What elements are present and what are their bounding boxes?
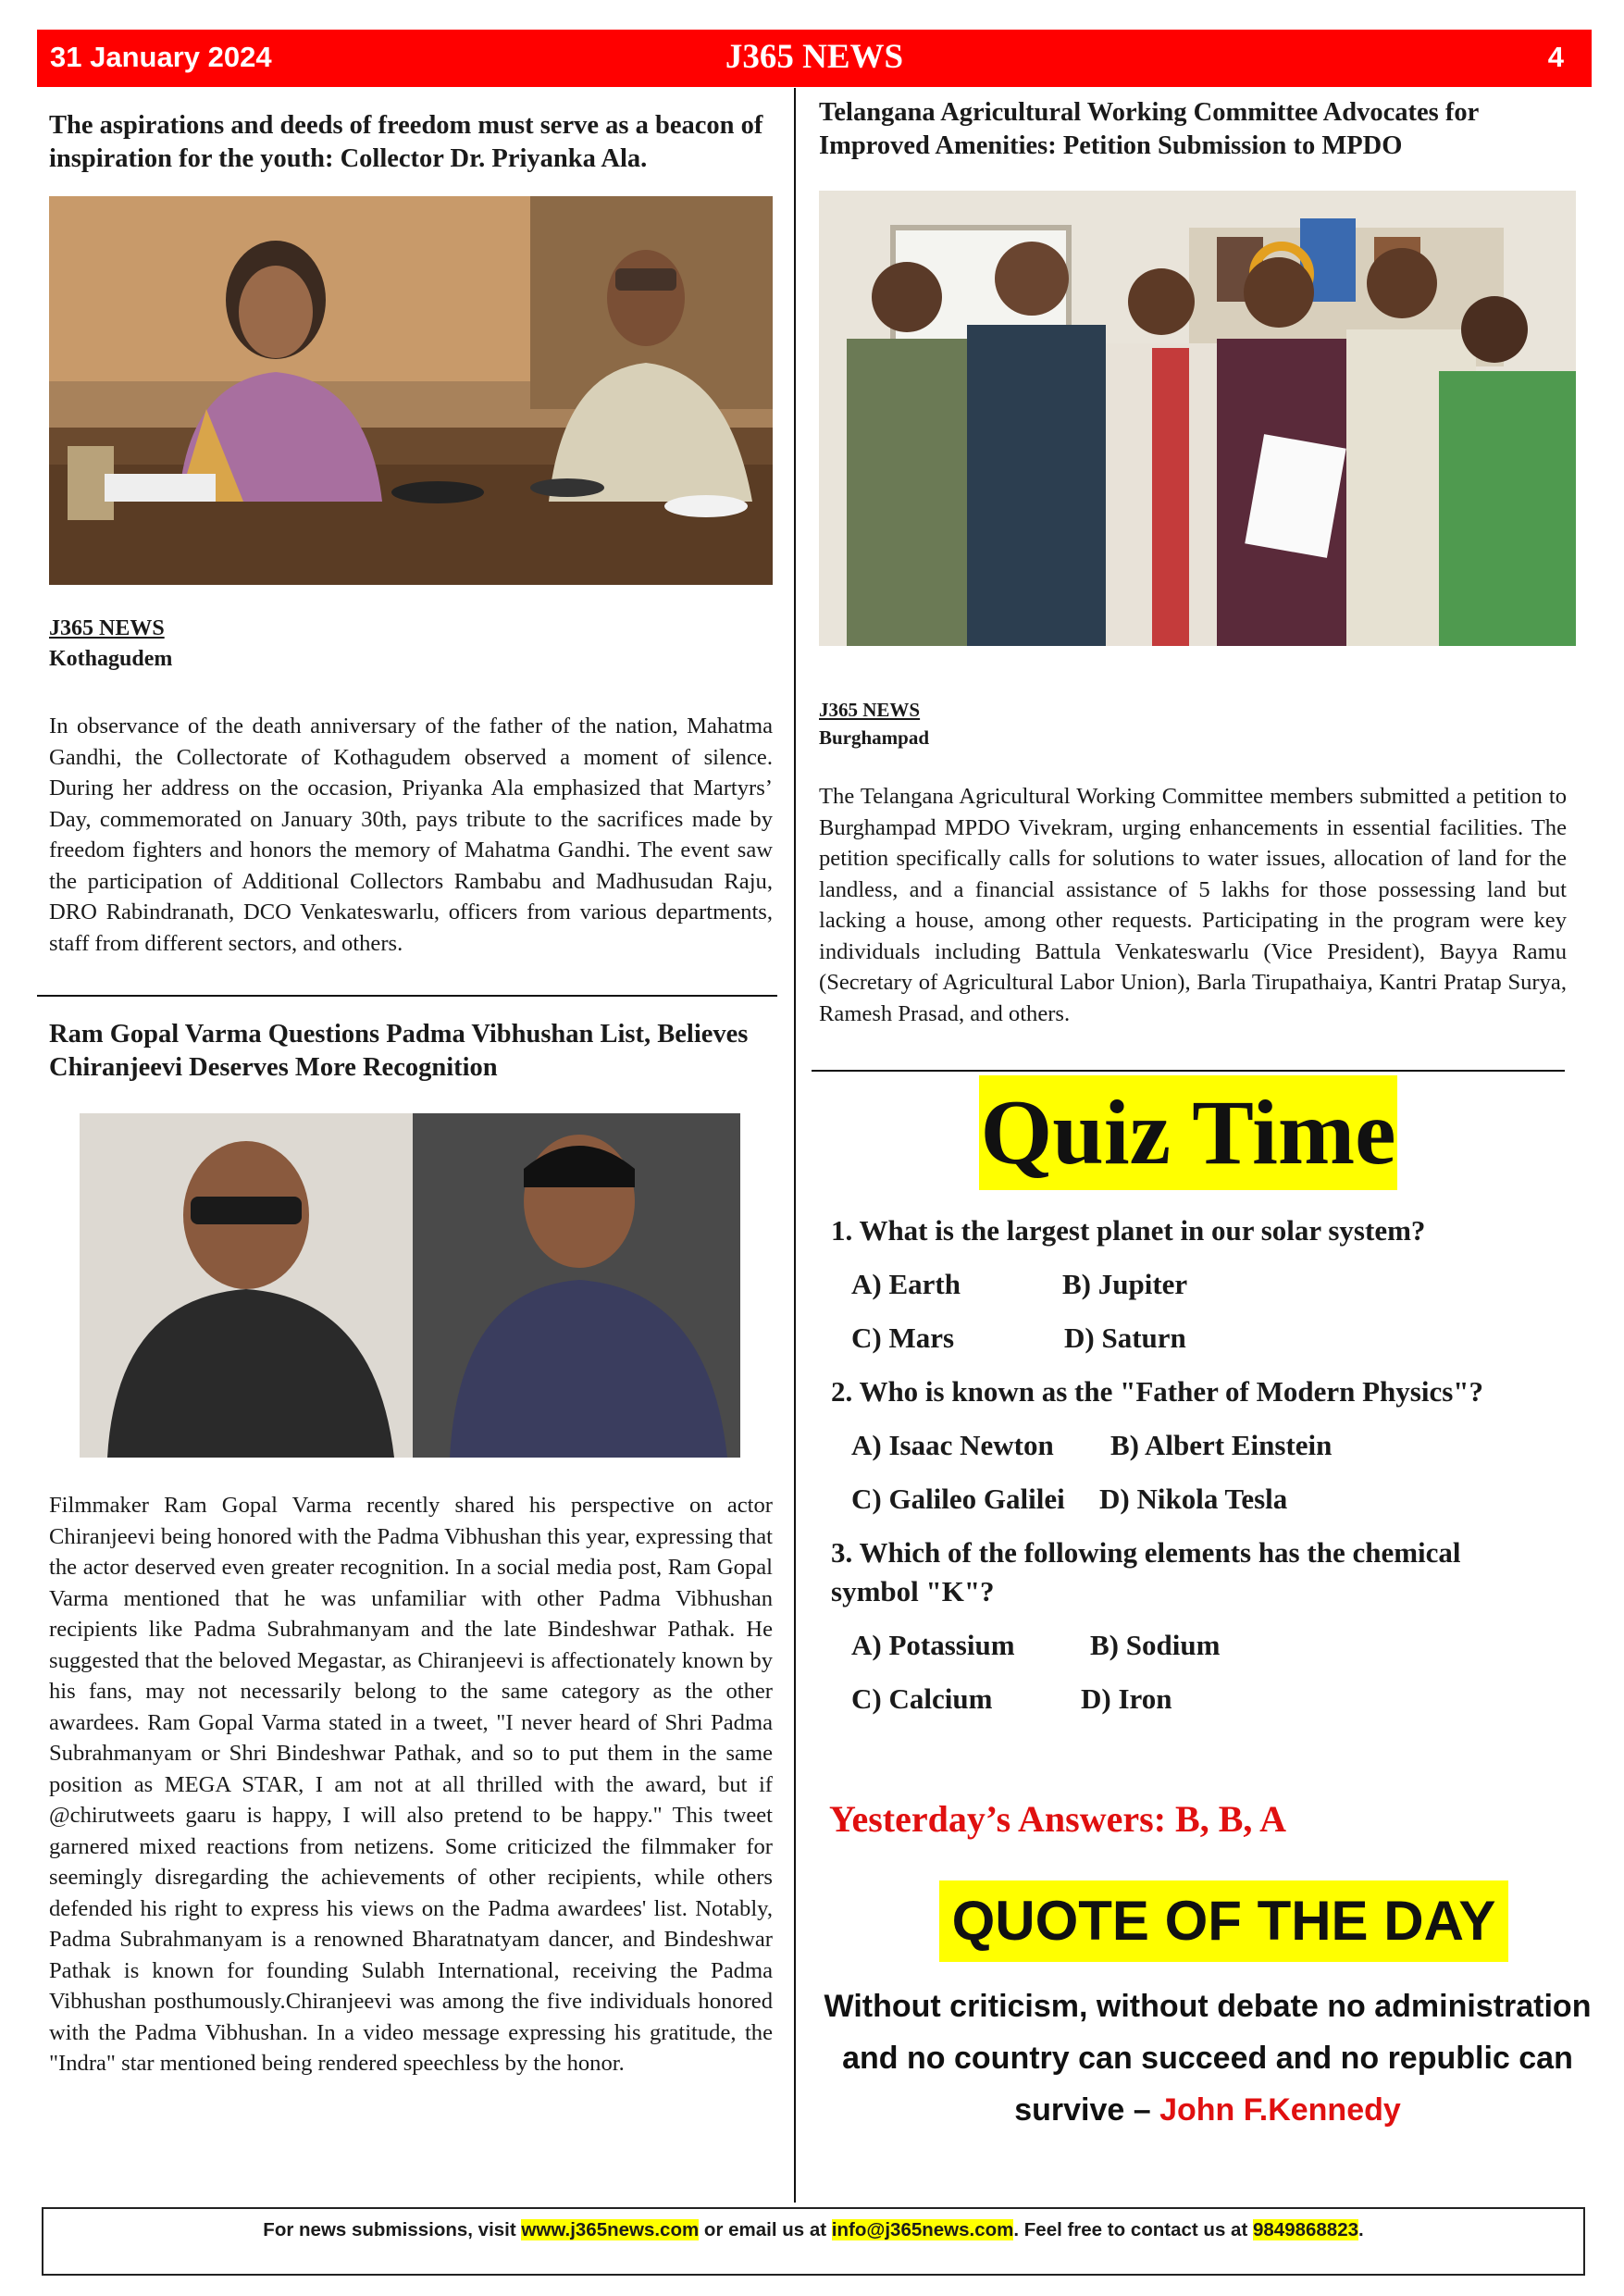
article1-source: J365 NEWS (49, 616, 165, 640)
footer-box (42, 2207, 1585, 2276)
quote-author: John F.Kennedy (1159, 2092, 1401, 2128)
quiz-q2-option-b: B) Albert Einstein (1110, 1429, 1333, 1461)
footer-text-3: . Feel free to contact us at (1013, 2219, 1248, 2240)
article1-body: In observance of the death anniversary of the father of the nation, Mahatma Gandhi, the Collectorate of Kothagudem observed a moment of silence. During her address on the occasion, Priyanka Ala emphasized that Martyrs’ Day, commemorated on January 30th, pays tribute to the sacrifices made by freedom fighters and honors the memory of Mahatma Gandhi. The event saw the participation of Additional Collectors Rambabu and Madhusudan Raju, DRO Rabindranath, DCO Venkateswarlu, officers from various departments, staff from different sectors, and others. (49, 714, 773, 956)
quiz-q3-option-c: C) Calcium (851, 1682, 993, 1715)
article2-source: J365 NEWS (819, 699, 921, 721)
yesterdays-answers: Yesterday’s Answers: B, B, A (829, 1798, 1287, 1840)
article3-photo (80, 1113, 740, 1458)
quote-title: QUOTE OF THE DAY (939, 1880, 1508, 1962)
collector-meeting-image (49, 196, 773, 585)
footer-website-link[interactable]: www.j365news.com (521, 2219, 700, 2240)
column-divider (794, 88, 796, 2203)
quiz-q1-option-c: C) Mars (851, 1322, 955, 1354)
article1-photo (49, 196, 773, 585)
article2-headline: Telangana Agricultural Working Committee Advocates for Improved Amenities: Petition Submission to MPDO (819, 98, 1479, 160)
article1-location: Kothagudem (49, 647, 173, 671)
quiz-q1-option-a: A) Earth (851, 1268, 961, 1300)
masthead-title: J365 NEWS (725, 38, 904, 76)
quiz-question-3-line1: 3. Which of the following elements has the chemical (831, 1536, 1461, 1569)
header-bar (37, 30, 1592, 87)
footer-text-1: For news submissions, visit (263, 2219, 516, 2240)
quiz-title: Quiz Time (979, 1075, 1397, 1190)
quiz-q2-option-d: D) Nikola Tesla (1099, 1483, 1288, 1515)
quote-text: Without criticism, without debate no administration and no country can succeed and no republic can survive – (824, 1989, 1592, 2128)
quote-block (814, 1980, 1601, 2136)
quiz-q3-option-d: D) Iron (1081, 1682, 1172, 1715)
quiz-q3-option-a: A) Potassium (851, 1629, 1015, 1661)
quiz-q2-option-a: A) Isaac Newton (851, 1429, 1054, 1461)
footer-text-4: . (1358, 2219, 1364, 2240)
quiz-question-1: 1. What is the largest planet in our solar system? (831, 1214, 1426, 1247)
issue-date: 31 January 2024 (50, 41, 272, 73)
article2-body: The Telangana Agricultural Working Committee members submitted a petition to Burghampad MPDO Vivekram, urging enhancements in essential facilities. The petition specifically calls for solutions to water issues, allocation of land for the landless, and a financial assistance of 5 lakhs for those possessing land but lacking a house, among other requests. Participating in the program were key individuals including Battula Venkateswarlu (Vice President), Bayya Ramu (Secretary of Agricultural Labor Union), Barla Tirupathaiya, Kantri Pratap Surya, Ramesh Prasad, and others. (819, 784, 1567, 1026)
article3-headline: Ram Gopal Varma Questions Padma Vibhushan List, Believes Chiranjeevi Deserves More Recognition (49, 1020, 749, 1082)
article3-body: Filmmaker Ram Gopal Varma recently shared his perspective on actor Chiranjeevi being honored with the Padma Vibhushan this year, expressing that the actor deserved even greater recognition. In a social media post, Ram Gopal Varma mentioned that he was unfamiliar with other Padma Vibhushan recipients like Padma Subrahmanyam and the late Bindeshwar Pathak. He suggested that the beloved Megastar, as Chiranjeevi is affectionately known by his fans, may not necessarily belong to the same category as the other awardees. Ram Gopal Varma stated in a tweet, "I never heard of Shri Padma Subrahmanyam or Shri Bindeshwar Pathak, and so to put them in the same position as MEGA STAR, I am not at all thrilled with the award, but if @chirutweets gaaru is happy, I will also pretend to be happy." This tweet garnered mixed reactions from netizens. Some criticized the filmmaker for seemingly disregarding the achievements of other recipients, while others defended his right to express his views on the Padma awardees' list. Notably, Padma Subrahmanyam is a renowned Bharatnatyam dancer, and Bindeshwar Pathak is known for founding Sulabh International, receiving the Padma Vibhushan posthumously.Chiranjeevi was among the five individuals honored with the Padma Vibhushan. In a video message expressing his gratitude, the "Indra" star mentioned being rendered speechless by the honor. (49, 1493, 773, 2076)
quiz-q1-option-d: D) Saturn (1064, 1322, 1186, 1354)
article2-photo (819, 191, 1576, 646)
page-number: 4 (1547, 41, 1564, 73)
article1-headline: The aspirations and deeds of freedom must serve as a beacon of inspiration for the youth: Collector Dr. Priyanka Ala. (49, 111, 763, 173)
quiz-question-3-line2: symbol "K"? (831, 1575, 995, 1607)
quiz-q2-option-c: C) Galileo Galilei (851, 1483, 1065, 1515)
article-divider-right (812, 1070, 1565, 1072)
quiz-q1-option-b: B) Jupiter (1062, 1268, 1188, 1300)
footer-email-link[interactable]: info@j365news.com (831, 2219, 1014, 2240)
rgv-chiranjeevi-image (80, 1113, 740, 1458)
article-divider-left (37, 995, 777, 997)
petition-submission-image (819, 191, 1576, 646)
quiz-question-2: 2. Who is known as the "Father of Modern Physics"? (831, 1375, 1483, 1408)
article2-location: Burghampad (819, 726, 930, 749)
quiz-q3-option-b: B) Sodium (1090, 1629, 1221, 1661)
footer-phone[interactable]: 9849868823 (1252, 2219, 1358, 2240)
footer-text-2: or email us at (703, 2219, 827, 2240)
